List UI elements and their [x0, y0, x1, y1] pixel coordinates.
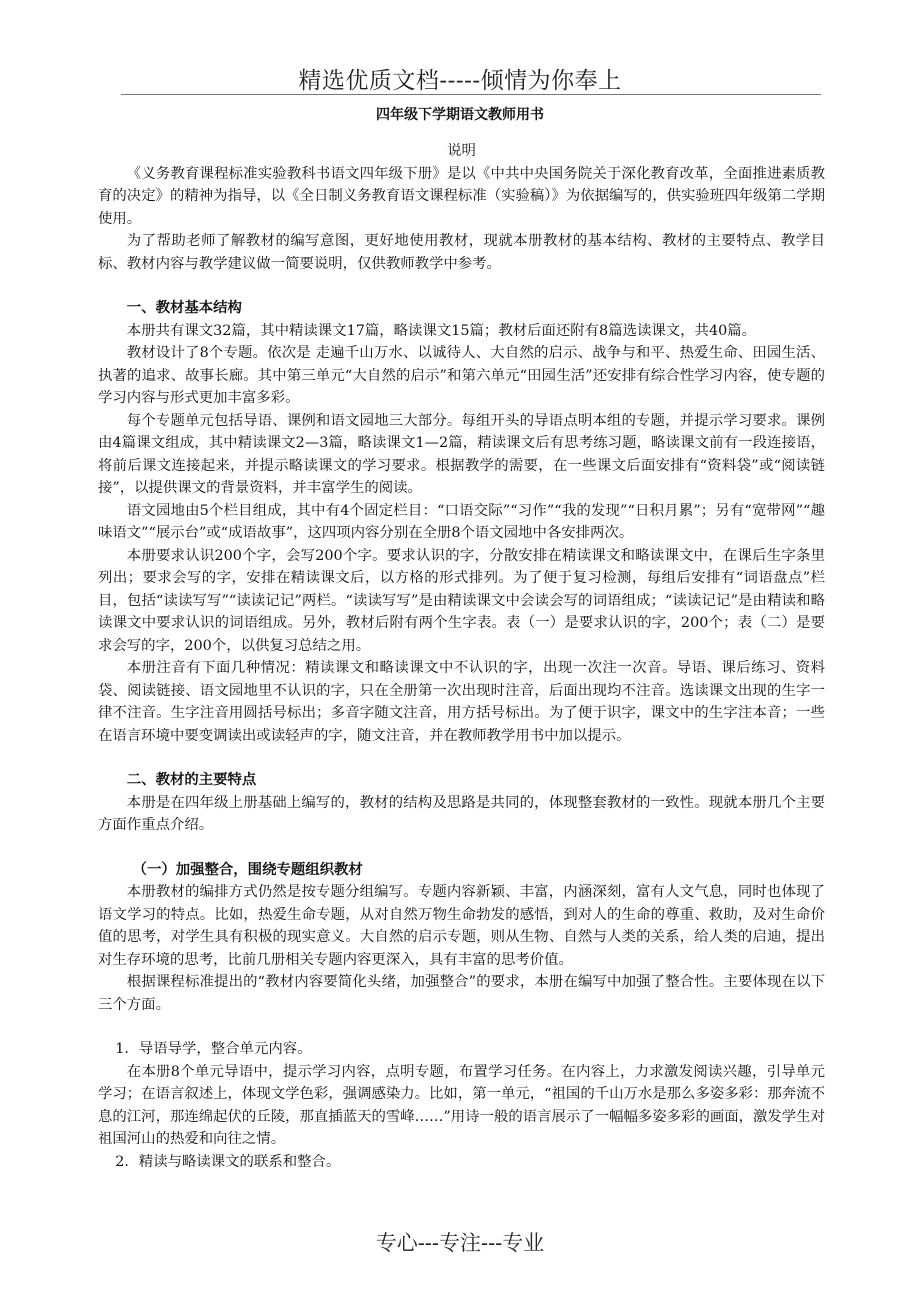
paragraph: 语文园地由5个栏目组成，其中有4个固定栏目：“口语交际”“习作”“我的发现”“日积月累”；另有“宽带网”“趣味语文”“展示台”或“成语故事”，这四项内容分别在全册8个语文园地中各安排两次。 [98, 502, 825, 541]
paragraph: 本册注音有下面几种情况：精读课文和略读课文中不认识的字，出现一次注一次音。导语、课后练习、资料袋、阅读链接、语文园地里不认识的字，只在全册第一次出现时注音，后面出现均不注音。选读课文出现的生字一律不注音。生字注音用圆括号标出；多音字随文注音，用方括号标出。为了便于识字，课文中的生字注本音；一些在语言环境中要变调读出或读轻声的字，随文注音，并在教师教学用书中加以提示。 [98, 660, 825, 744]
paragraph: 每个专题单元包括导语、课例和语文园地三大部分。每组开头的导语点明本组的专题，并提示学习要求。课例由4篇课文组成，其中精读课文2—3篇，略读课文1—2篇，精读课文后有思考练习题，略读课文前有一段连接语，将前后课文连接起来，并提示略读课文的学习要求。根据教学的需要，在一些课文后面安排有“资料袋”或“阅读链接”，以提供课文的背景资料，并丰富学生的阅读。 [98, 412, 825, 496]
section-title-features: 二、教材的主要特点 [126, 771, 257, 788]
paragraph: 为了帮助老师了解教材的编写意图，更好地使用教材，现就本册教材的基本结构、教材的主要特点、教学目标、教材内容与教学建议做一简要说明，仅供教师教学中参考。 [98, 233, 825, 272]
point-title-1: 1．导语导学，整合单元内容。 [115, 1041, 312, 1057]
paragraph: 本册是在四年级上册基础上编写的，教材的结构及思路是共同的，体现整套教材的一致性。现就本册几个主要方面作重点介绍。 [98, 794, 825, 833]
document-body [98, 140, 825, 1173]
section-title-structure: 一、教材基本结构 [126, 299, 242, 316]
paragraph: 本册教材的编排方式仍然是按专题分组编写。专题内容新颖、丰富，内涵深刻，富有人文气息，同时也体现了语文学习的特点。比如，热爱生命专题，从对自然万物生命勃发的感悟，到对人的生命的尊重、救助，及对生命价值的思考，对学生具有积极的现实意义。大自然的启示专题，则从生物、自然与人类的关系，给人类的启迪，提出对生存环境的思考，比前几册相关专题内容更深入，具有丰富的思考价值。 [98, 884, 825, 968]
section-heading-explanation: 说明 [447, 143, 476, 159]
paragraph: 《义务教育课程标准实验教科书语文四年级下册》是以《中共中央国务院关于深化教育改革，全面推进素质教育的决定》的精神为指导，以《全日制义务教育语文课程标准（实验稿）》为依据编写的，供实验班四年级第二学期使用。 [98, 165, 825, 227]
paragraph: 本册共有课文32篇，其中精读课文17篇，略读课文15篇；教材后面还附有8篇选读课文，共40篇。 [126, 322, 757, 339]
paragraph: 根据课程标准提出的“教材内容要简化头绪，加强整合”的要求，本册在编写中加强了整合性。主要体现在以下三个方面。 [98, 974, 825, 1013]
paragraph: 在本册8个单元导语中，提示学习内容，点明专题，布置学习任务。在内容上，力求激发阅读兴趣，引导单元学习；在语言叙述上，体现文学色彩，强调感染力。比如，第一单元，“祖国的千山万水是那么多姿多彩：那奔流不息的江河，那连绵起伏的丘陵，那直插蓝天的雪峰……”用诗一般的语言展示了一幅幅多姿多彩的画面，激发学生对祖国河山的热爱和向往之情。 [98, 1063, 825, 1147]
document-title: 四年级下学期语文教师用书 [376, 107, 544, 123]
page-header: 精选优质文档-----倾情为你奉上 [298, 68, 622, 94]
point-title-2: 2．精读与略读课文的联系和整合。 [115, 1153, 341, 1170]
page-footer: 专心---专注---专业 [375, 1231, 545, 1255]
subsection-title-integration: （一）加强整合，围绕专题组织教材 [132, 860, 363, 878]
paragraph: 本册要求认识200个字，会写200个字。要求认识的字，分散安排在精读课文和略读课文中，在课后生字条里列出；要求会写的字，安排在精读课文后，以方格的形式排列。为了便于复习检测，每组后安排有“词语盘点”栏目，包括“读读写写”“读读记记”两栏。“读读写写”是由精读课文中会读会写的词语组成；“读读记记”是由精读和略读课文中要求认识的词语组成。另外，教材后附有两个生字表。表（一）是要求认识的字，200个；表（二）是要求会写的字，200个，以供复习总结之用。 [98, 547, 825, 654]
header-rule [121, 94, 821, 95]
paragraph: 教材设计了8个专题。依次是 走遍千山万水、以诚待人、大自然的启示、战争与和平、热爱生命、田园生活、执著的追求、故事长廊。其中第三单元“大自然的启示”和第六单元“田园生活”还安排有综合性学习内容，使专题的学习内容与形式更加丰富多彩。 [98, 345, 825, 406]
